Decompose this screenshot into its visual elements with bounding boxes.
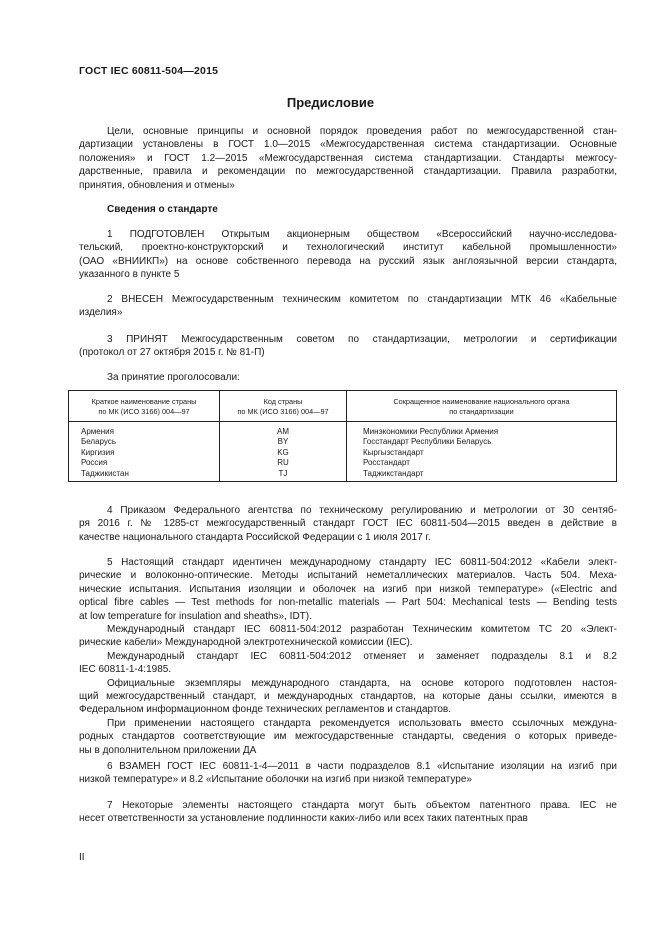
item-5b-line: Международный стандарт IEC 60811-504:2012 разработан Техническим комитетом ТС 20 «Элект- xyxy=(107,624,617,636)
country-name: Таджикистан xyxy=(69,469,220,482)
item-3-line: (протокол от 27 октября 2015 г. № 81-П) xyxy=(79,347,265,359)
table-header-row xyxy=(69,391,617,422)
item-4-paragraph xyxy=(79,504,617,544)
national-body: Таджикстандарт xyxy=(347,469,617,482)
intro-line: принятия, обновления и отмены» xyxy=(79,179,235,191)
item-1-line: тельский, проектно-конструкторский и технологический институт кабельной промышленности» xyxy=(79,242,617,254)
item-5b-line: рические кабели» Международной электротехнической комиссии (IEC). xyxy=(79,637,413,649)
item-6-line: низкой температуре» и 8.2 «Испытание оболочки на изгиб при низкой температуре» xyxy=(79,774,472,786)
item-4-line: ря 2016 г. № 1285-ст межгосударственный стандарт ГОСТ IEC 60811-504—2015 введен в действие в xyxy=(79,518,617,530)
page-number: II xyxy=(79,852,85,863)
item-5-line: нические испытания. Испытания изоляции и оболочек на изгиб при низкой температуре» («Electric and xyxy=(79,583,617,595)
national-body: Госстандарт Республики Беларусь xyxy=(347,437,617,447)
table-row xyxy=(69,458,617,468)
item-5-paragraph xyxy=(79,556,617,757)
item-2-line: 2 ВНЕСЕН Межгосударственным техническим комитетом по стандартизации МТК 46 «Кабельные xyxy=(107,294,617,305)
item-7-line: несет ответственности за установление подлинности каких-либо или всех таких патентных прав xyxy=(79,813,528,825)
document-code-header: ГОСТ IEC 60811-504—2015 xyxy=(79,65,219,77)
item-2-paragraph xyxy=(79,293,617,320)
item-5e-line: родных стандартов соответствующие им межгосударственные стандарты, сведения о которых приведе- xyxy=(79,731,617,743)
table-row xyxy=(69,448,617,458)
country-code: KG xyxy=(220,448,347,458)
item-4-line: качестве национального стандарта Российской Федерации с 1 июля 2017 г. xyxy=(79,531,431,543)
intro-line: дартизации установлены в ГОСТ 1.0—2015 «Межгосударственная система стандартизации. Основные xyxy=(79,139,617,151)
item-5d-line: щий межгосударственный стандарт, и международных стандартов, на которые даны ссылки, имеются в xyxy=(79,691,617,703)
header-country-name: Краткое наименование страны по МК (ИСО 3166) 004—97 xyxy=(69,391,220,422)
country-name: Беларусь xyxy=(69,437,220,447)
item-7-paragraph xyxy=(79,799,617,826)
intro-line: положения» и ГОСТ 1.2—2015 «Межгосударственная система стандартизации. Стандарты межгосу- xyxy=(79,152,617,164)
national-body: Минэкономики Республики Армения xyxy=(347,422,617,438)
country-code: TJ xyxy=(220,469,347,482)
item-6-paragraph xyxy=(79,760,617,787)
page-title: Предисловие xyxy=(286,95,375,110)
item-5-line: at low temperature for insulation and sheaths», IDT). xyxy=(79,610,312,622)
table-row xyxy=(69,469,617,482)
item-5e-line: ны в дополнительном приложении ДА xyxy=(79,744,257,756)
country-name: Армения xyxy=(69,422,220,438)
voting-table xyxy=(68,390,617,482)
item-5c-line: Международный стандарт IEC 60811-504:2012 отменяет и заменяет подразделы 8.1 и 8.2 xyxy=(107,650,617,662)
table-row xyxy=(69,437,617,447)
item-5d-line: Официальные экземпляры международного стандарта, на основе которого подготовлен настоя- xyxy=(107,677,617,689)
national-body: Росстандарт xyxy=(347,458,617,468)
item-6-line: 6 ВЗАМЕН ГОСТ IEC 60811-1-4—2011 в части подразделов 8.1 «Испытание изоляции на изгиб при xyxy=(107,761,617,772)
item-3-line: 3 ПРИНЯТ Межгосударственным советом по стандартизации, метрологии и сертификации xyxy=(107,334,617,345)
item-5d-line: Федеральном информационном фонде технических регламентов и стандартов. xyxy=(79,704,451,716)
country-code: BY xyxy=(220,437,347,447)
country-name: Киргизия xyxy=(69,448,220,458)
national-body: Кыргызстандарт xyxy=(347,448,617,458)
item-3-paragraph xyxy=(79,333,617,360)
item-2-line: изделия» xyxy=(79,307,123,319)
item-5-line: 5 Настоящий стандарт идентичен международному стандарту IEC 60811-504:2012 «Кабели элект- xyxy=(107,557,617,568)
item-5e-line: При применении настоящего стандарта рекомендуется использовать вместо ссылочных междуна- xyxy=(107,717,617,729)
country-code: RU xyxy=(220,458,347,468)
country-code: AM xyxy=(220,422,347,438)
section-heading: Сведения о стандарте xyxy=(107,204,218,215)
header-national-body: Сокращенное наименование национального органа по стандартизации xyxy=(347,391,617,422)
intro-line: Цели, основные принципы и основной порядок проведения работ по межгосударственной стан- xyxy=(107,126,617,137)
item-5c-line: IEC 60811-1-4:1985. xyxy=(79,664,172,676)
table-row xyxy=(69,422,617,438)
header-country-code: Код страны по МК (ИСО 3166) 004—97 xyxy=(220,391,347,422)
item-5-line: рические и волоконно-оптические. Методы испытаний неметаллических материалов. Часть 504. Меха- xyxy=(79,570,617,582)
voted-label: За принятие проголосовали: xyxy=(107,372,240,383)
item-1-paragraph xyxy=(79,228,617,282)
item-4-line: 4 Приказом Федерального агентства по техническому регулированию и метрологии от 30 сентяб- xyxy=(107,505,617,516)
intro-line: дарственные, правила и рекомендации по межгосударственной стандартизации. Правила разработки, xyxy=(79,166,617,178)
item-7-line: 7 Некоторые элементы настоящего стандарта могут быть объектом патентного права. IEC не xyxy=(107,800,617,811)
item-1-line: (ОАО «ВНИИКП») на основе собственного перевода на русский язык англоязычной версии стандарта, xyxy=(79,255,617,267)
item-1-line: 1 ПОДГОТОВЛЕН Открытым акционерным обществом «Всероссийский научно-исследова- xyxy=(107,229,617,240)
item-1-line: указанного в пункте 5 xyxy=(79,269,180,281)
country-name: Россия xyxy=(69,458,220,468)
intro-paragraph xyxy=(79,125,617,192)
item-5-line: optical fibre cables — Test methods for non-metallic materials — Part 504: Mechanical tests — Bending tests xyxy=(79,597,617,609)
